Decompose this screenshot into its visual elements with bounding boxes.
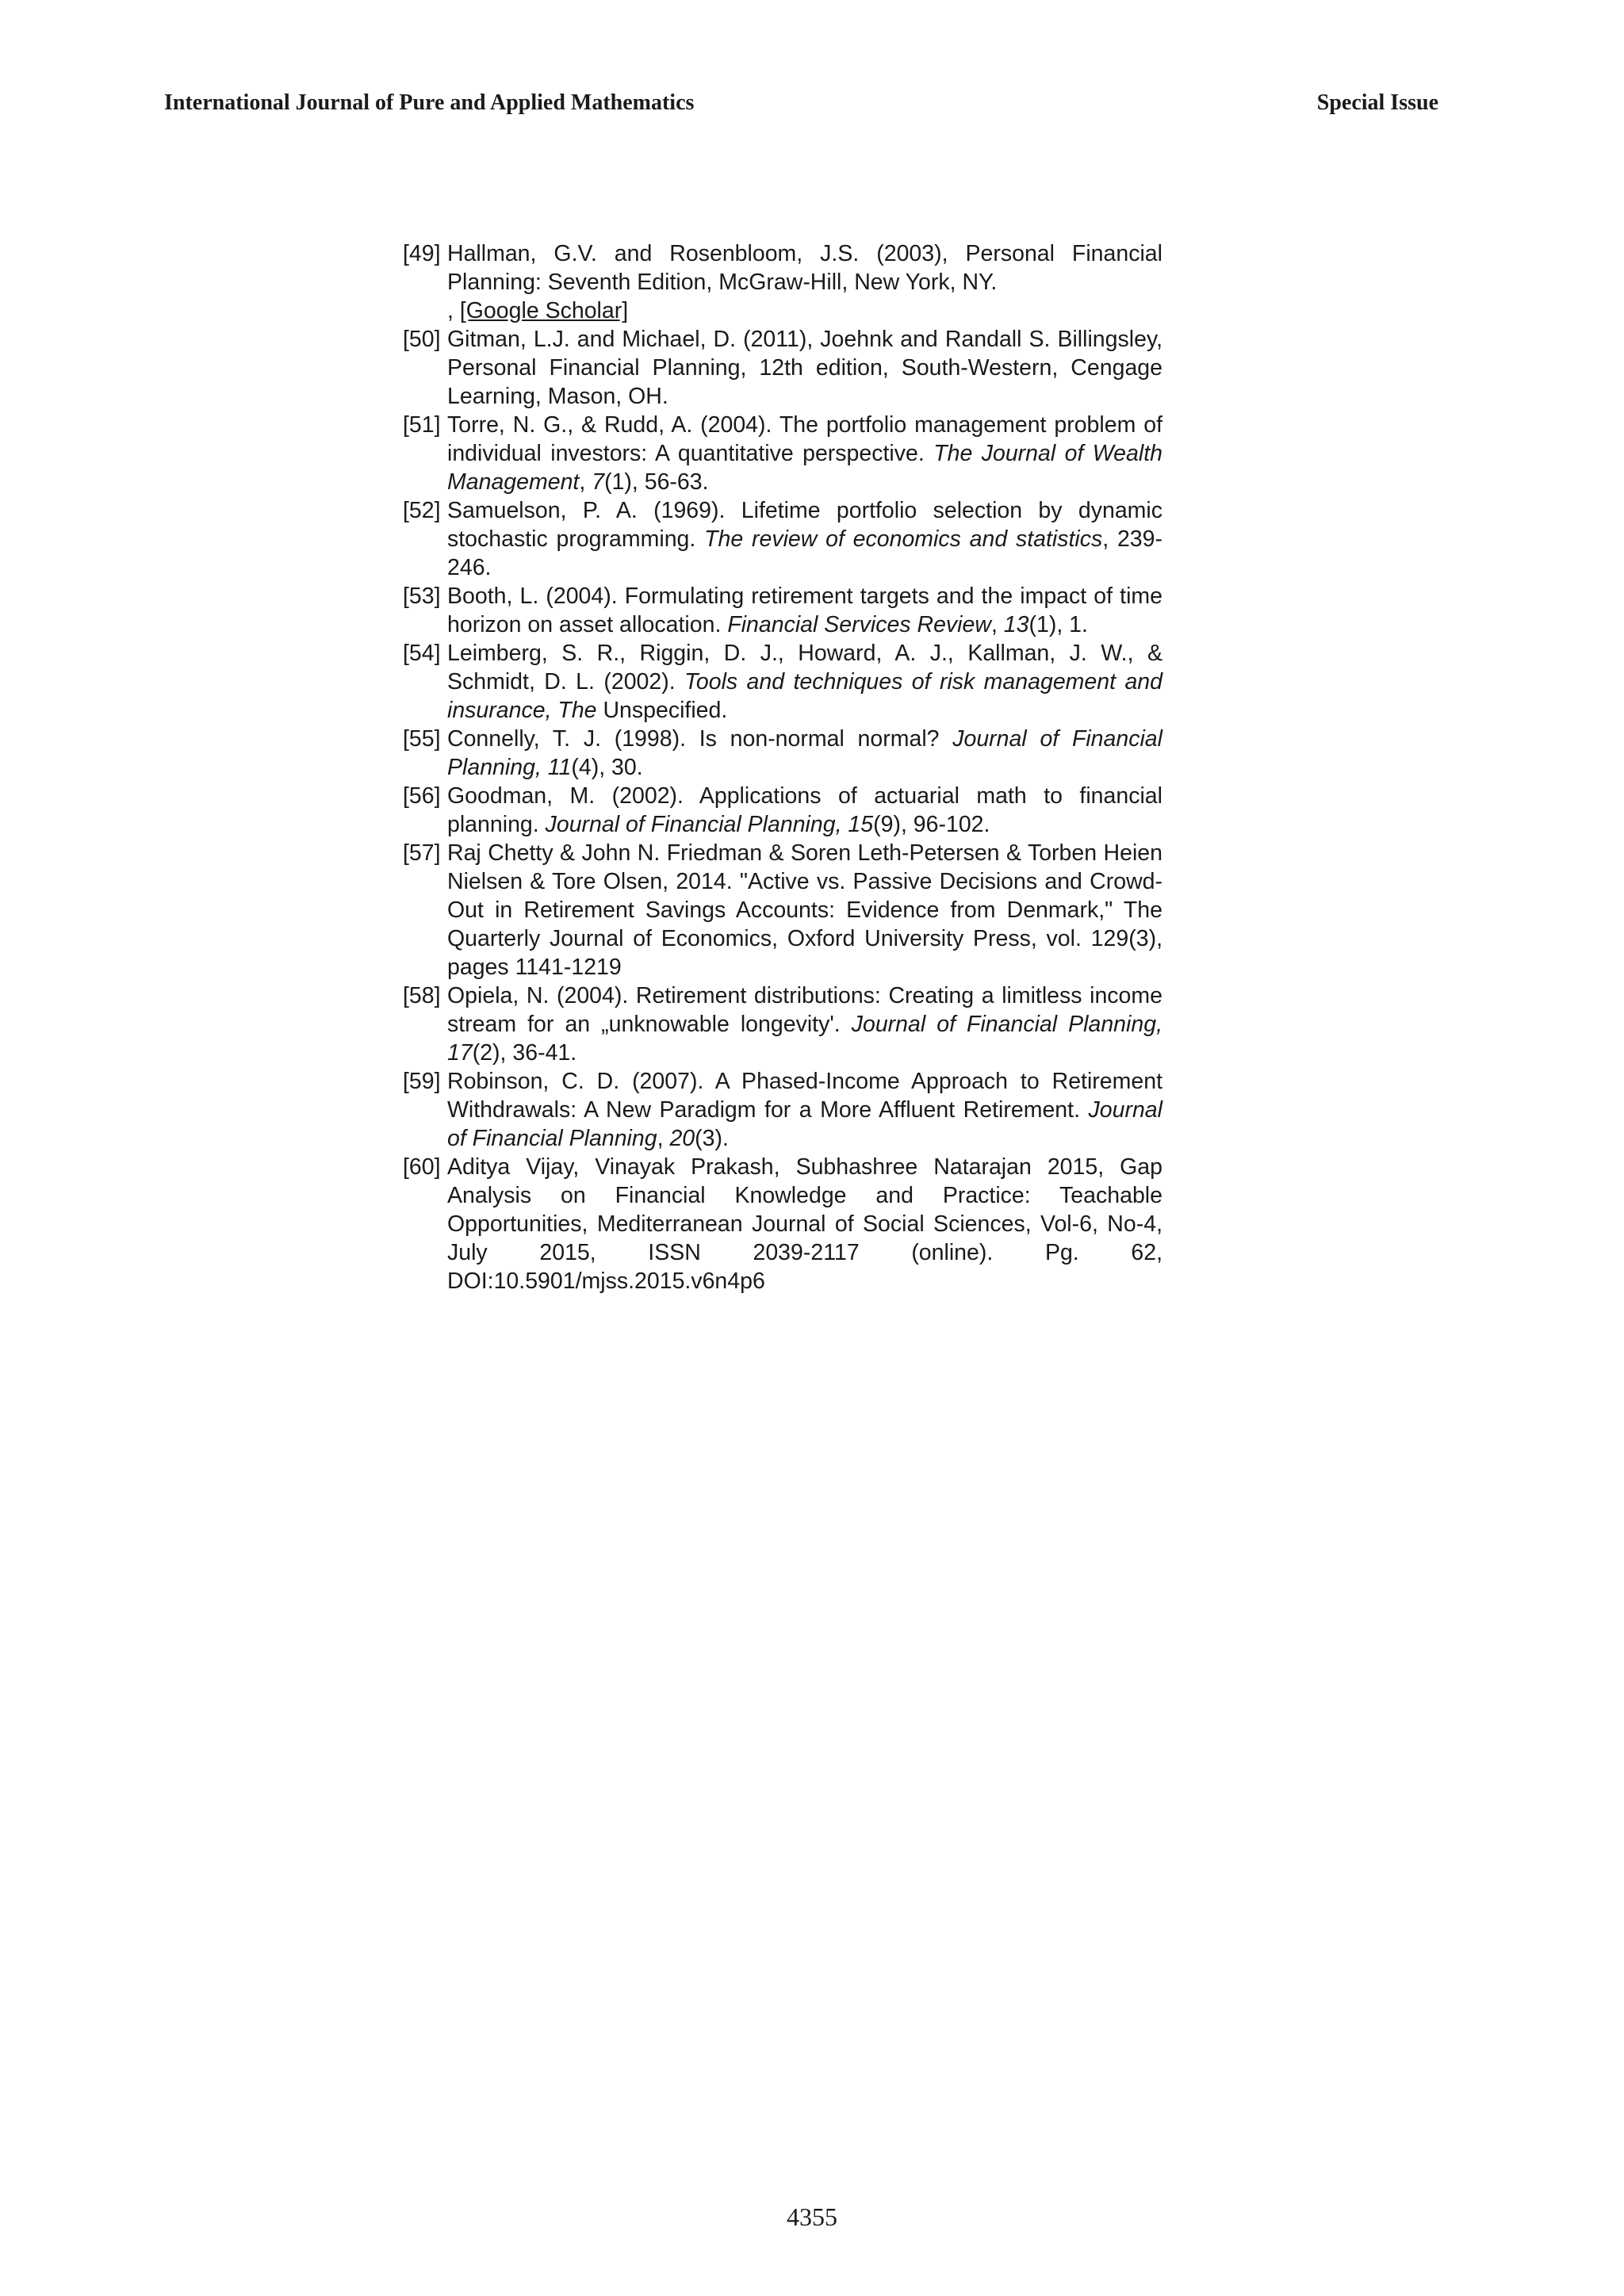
reference-number: [51] bbox=[403, 412, 441, 438]
reference-text bbox=[447, 1067, 1162, 1153]
reference-segment: Robinson, C. D. (2007). A Phased-Income Approach to Retirement Withdrawals: A New Paradigm for a More Affluent Retirement. bbox=[447, 1069, 1162, 1123]
google-scholar-link[interactable]: [Google Scholar] bbox=[459, 298, 629, 323]
reference-segment: , bbox=[447, 298, 460, 323]
reference-segment: (9), 96-102. bbox=[873, 812, 990, 837]
reference-text bbox=[447, 496, 1162, 582]
reference-number: [54] bbox=[403, 641, 441, 666]
reference-italic-segment: Journal of Financial Planning, 15 bbox=[545, 812, 874, 837]
reference-number: [49] bbox=[403, 241, 441, 266]
reference-item bbox=[403, 411, 1162, 496]
reference-item bbox=[403, 725, 1162, 782]
reference-segment: (4), 30. bbox=[571, 755, 643, 780]
reference-italic-segment: Journal of Financial Planning, 11 bbox=[447, 726, 1162, 780]
reference-italic-segment: 7 bbox=[592, 469, 605, 495]
reference-segment: , bbox=[579, 469, 592, 495]
reference-text bbox=[447, 1153, 1162, 1295]
issue-label: Special Issue bbox=[1316, 90, 1438, 115]
reference-segment: Torre, N. G., & Rudd, A. (2004). The portfolio management problem of individual investors: A quantitative perspective. bbox=[447, 412, 1162, 466]
reference-item bbox=[403, 239, 1162, 325]
reference-text bbox=[447, 639, 1162, 725]
reference-segment: , 239-246. bbox=[447, 526, 1162, 580]
reference-segment: Hallman, G.V. and Rosenbloom, J.S. (2003), Personal Financial Planning: Seventh Edition, McGraw-Hill, New York, NY. bbox=[447, 241, 1162, 295]
reference-text bbox=[447, 325, 1162, 411]
reference-number: [53] bbox=[403, 584, 441, 609]
reference-italic-segment: Journal of Financial Planning, 17 bbox=[447, 1012, 1162, 1066]
reference-number: [55] bbox=[403, 726, 441, 752]
reference-segment: Booth, L. (2004). Formulating retirement targets and the impact of time horizon on asset allocation. bbox=[447, 584, 1162, 637]
journal-title: International Journal of Pure and Applied Mathematics bbox=[164, 90, 695, 115]
reference-item bbox=[403, 982, 1162, 1067]
reference-segment: (2), 36-41. bbox=[472, 1040, 577, 1066]
reference-segment: (1), 56-63. bbox=[604, 469, 709, 495]
reference-text bbox=[447, 839, 1162, 982]
reference-italic-segment: Tools and techniques of risk management and insurance, The bbox=[447, 669, 1162, 723]
reference-italic-segment: 13 bbox=[1003, 612, 1029, 637]
reference-italic-segment: The Journal of Wealth Management bbox=[447, 441, 1162, 495]
page-header bbox=[164, 89, 1438, 117]
reference-segment: Raj Chetty & John N. Friedman & Soren Leth-Petersen & Torben Heien Nielsen & Tore Olsen, 2014. "Active vs. Passive Decisions and Crowd-Out in Retirement Savings Accounts: Evidence from Denmark," The Quarterly Journal of Economics, Oxford University Press, vol. 129(3), pages 1141-1219 bbox=[447, 840, 1162, 980]
reference-segment: (1), 1. bbox=[1028, 612, 1088, 637]
reference-italic-segment: Financial Services Review bbox=[727, 612, 991, 637]
reference-segment: (3). bbox=[695, 1126, 729, 1151]
reference-item bbox=[403, 496, 1162, 582]
reference-italic-segment: Journal of Financial Planning bbox=[447, 1097, 1162, 1151]
reference-segment: Gitman, L.J. and Michael, D. (2011), Joehnk and Randall S. Billingsley, Personal Financial Planning, 12th edition, South-Western, Cengage Learning, Mason, OH. bbox=[447, 327, 1162, 409]
reference-segment: Aditya Vijay, Vinayak Prakash, Subhashree Natarajan 2015, Gap Analysis on Financial Knowledge and Practice: Teachable Opportunities, Mediterranean Journal of Social Sciences, Vol-6, No-4, July 2015, ISSN 2039-2117 (online). Pg. 62, DOI:10.5901/mjss.2015.v6n4p6 bbox=[447, 1154, 1162, 1294]
reference-number: [56] bbox=[403, 783, 441, 809]
reference-item bbox=[403, 582, 1162, 639]
reference-segment: , bbox=[990, 612, 1004, 637]
reference-number: [58] bbox=[403, 983, 441, 1008]
page-number: 4355 bbox=[787, 2202, 837, 2231]
reference-item bbox=[403, 782, 1162, 839]
reference-item bbox=[403, 1153, 1162, 1295]
reference-text bbox=[447, 982, 1162, 1067]
reference-italic-segment: The review of economics and statistics bbox=[704, 526, 1103, 552]
reference-text bbox=[447, 582, 1162, 639]
reference-text bbox=[447, 725, 1162, 782]
reference-number: [60] bbox=[403, 1154, 441, 1180]
reference-item bbox=[403, 1067, 1162, 1153]
reference-number: [57] bbox=[403, 840, 441, 866]
reference-italic-segment: 20 bbox=[669, 1126, 695, 1151]
reference-item bbox=[403, 839, 1162, 982]
reference-list bbox=[403, 239, 1162, 1295]
reference-segment: , bbox=[657, 1126, 670, 1151]
reference-segment: Opiela, N. (2004). Retirement distributions: Creating a limitless income stream for an „unknowable longevity'. bbox=[447, 983, 1162, 1037]
reference-text bbox=[447, 782, 1162, 839]
reference-number: [52] bbox=[403, 498, 441, 523]
reference-segment: Connelly, T. J. (1998). Is non-normal normal? bbox=[447, 726, 953, 752]
reference-item bbox=[403, 639, 1162, 725]
reference-number: [59] bbox=[403, 1069, 441, 1094]
reference-item bbox=[403, 325, 1162, 411]
reference-text bbox=[447, 411, 1162, 496]
reference-segment: Samuelson, P. A. (1969). Lifetime portfolio selection by dynamic stochastic programming. bbox=[447, 498, 1162, 552]
reference-segment: Leimberg, S. R., Riggin, D. J., Howard, A. J., Kallman, J. W., & Schmidt, D. L. (2002). bbox=[447, 641, 1162, 695]
reference-segment: Unspecified. bbox=[596, 698, 728, 723]
reference-number: [50] bbox=[403, 327, 441, 352]
reference-text bbox=[447, 239, 1162, 325]
reference-segment: Goodman, M. (2002). Applications of actuarial math to financial planning. bbox=[447, 783, 1162, 837]
